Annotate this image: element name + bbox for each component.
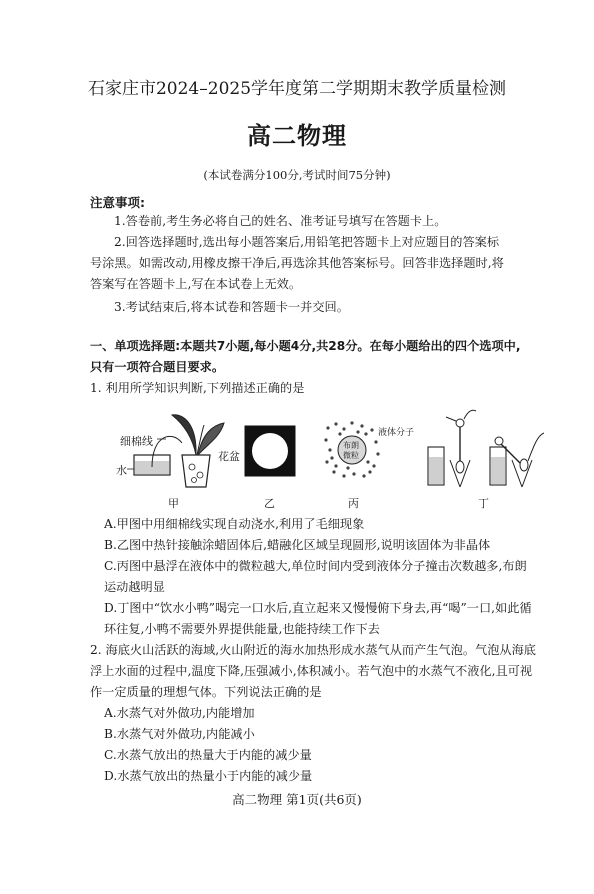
question-1-stem: 1. 利用所学知识判断,下列描述正确的是 — [90, 381, 305, 395]
q1-option-a: A.甲图中用细棉线实现自动浇水,利用了毛细现象 — [104, 517, 365, 531]
label-jia: 甲 — [168, 497, 179, 510]
q2-option-d: D.水蒸气放出的热量小于内能的减少量 — [104, 769, 313, 783]
section-heading: 一、单项选择题:本题共7小题,每小题4分,共28分。在每小题给出的四个选项中,只有一项符合题目要求。 — [90, 339, 521, 374]
q1-option-d: D.丁图中“饮水小鸭”喝完一口水后,直立起来又慢慢俯下身去,再“喝”一口,如此循环往复,小鸭不需要外界提供能量,也能持续工作下去 — [104, 601, 532, 636]
instruction-item-3: 3.考试结束后,将本试卷和答题卡一并交回。 — [114, 300, 349, 314]
question-2-stem: 2. 海底火山活跃的海域,火山附近的海水加热形成水蒸气从而产生气泡。气泡从海底浮上水面的过程中,温度下降,压强减小,体积减小。若气泡中的水蒸气不液化,且可视作一定质量的理想气体。下列说法正确的是 — [90, 643, 536, 699]
figure-yi — [244, 425, 296, 477]
q2-option-a: A.水蒸气对外做功,内能增加 — [104, 706, 255, 720]
instruction-item-2: 2.回答选择题时,选出每小题答案后,用铅笔把答题卡上对应题目的答案标号涂黑。如需改动,用橡皮擦干净后,再选涂其他答案标号。回答非选择题时,将答案写在答题卡上,写在本试卷上无效。 — [90, 235, 504, 291]
q1-option-c: C.丙图中悬浮在液体中的微粒越大,单位时间内受到液体分子撞击次数越多,布朗运动越明显 — [104, 559, 527, 594]
label-brownian-1: 布朗 — [343, 441, 359, 450]
q1-option-b: B.乙图中热针接触涂蜡固体后,蜡融化区域呈现圆形,说明该固体为非晶体 — [104, 538, 491, 552]
exam-title: 石家庄市2024–2025学年度第二学期期末教学质量检测 — [87, 79, 507, 99]
label-yi: 乙 — [264, 497, 275, 510]
label-bing: 丙 — [348, 497, 359, 510]
subject-title: 高二物理 — [247, 121, 347, 150]
exam-note: (本试卷满分100分,考试时间75分钟) — [203, 168, 391, 182]
label-liquid-molecule: 液体分子 — [378, 428, 415, 438]
instructions-heading: 注意事项: — [90, 195, 145, 210]
label-cotton: 细棉线 — [120, 435, 153, 448]
q2-option-b: B.水蒸气对外做功,内能减小 — [104, 727, 255, 741]
label-brownian-2: 微粒 — [343, 451, 359, 460]
instruction-item-1: 1.答卷前,考生务必将自己的姓名、准考证号填写在答题卡上。 — [114, 214, 447, 228]
label-water: 水 — [116, 464, 127, 477]
figure-ding — [420, 405, 550, 490]
label-ding: 丁 — [478, 497, 489, 510]
label-pot: 花盆 — [218, 450, 240, 463]
q2-option-c: C.水蒸气放出的热量大于内能的减少量 — [104, 748, 312, 762]
page-footer: 高二物理 第1页(共6页) — [232, 792, 362, 807]
